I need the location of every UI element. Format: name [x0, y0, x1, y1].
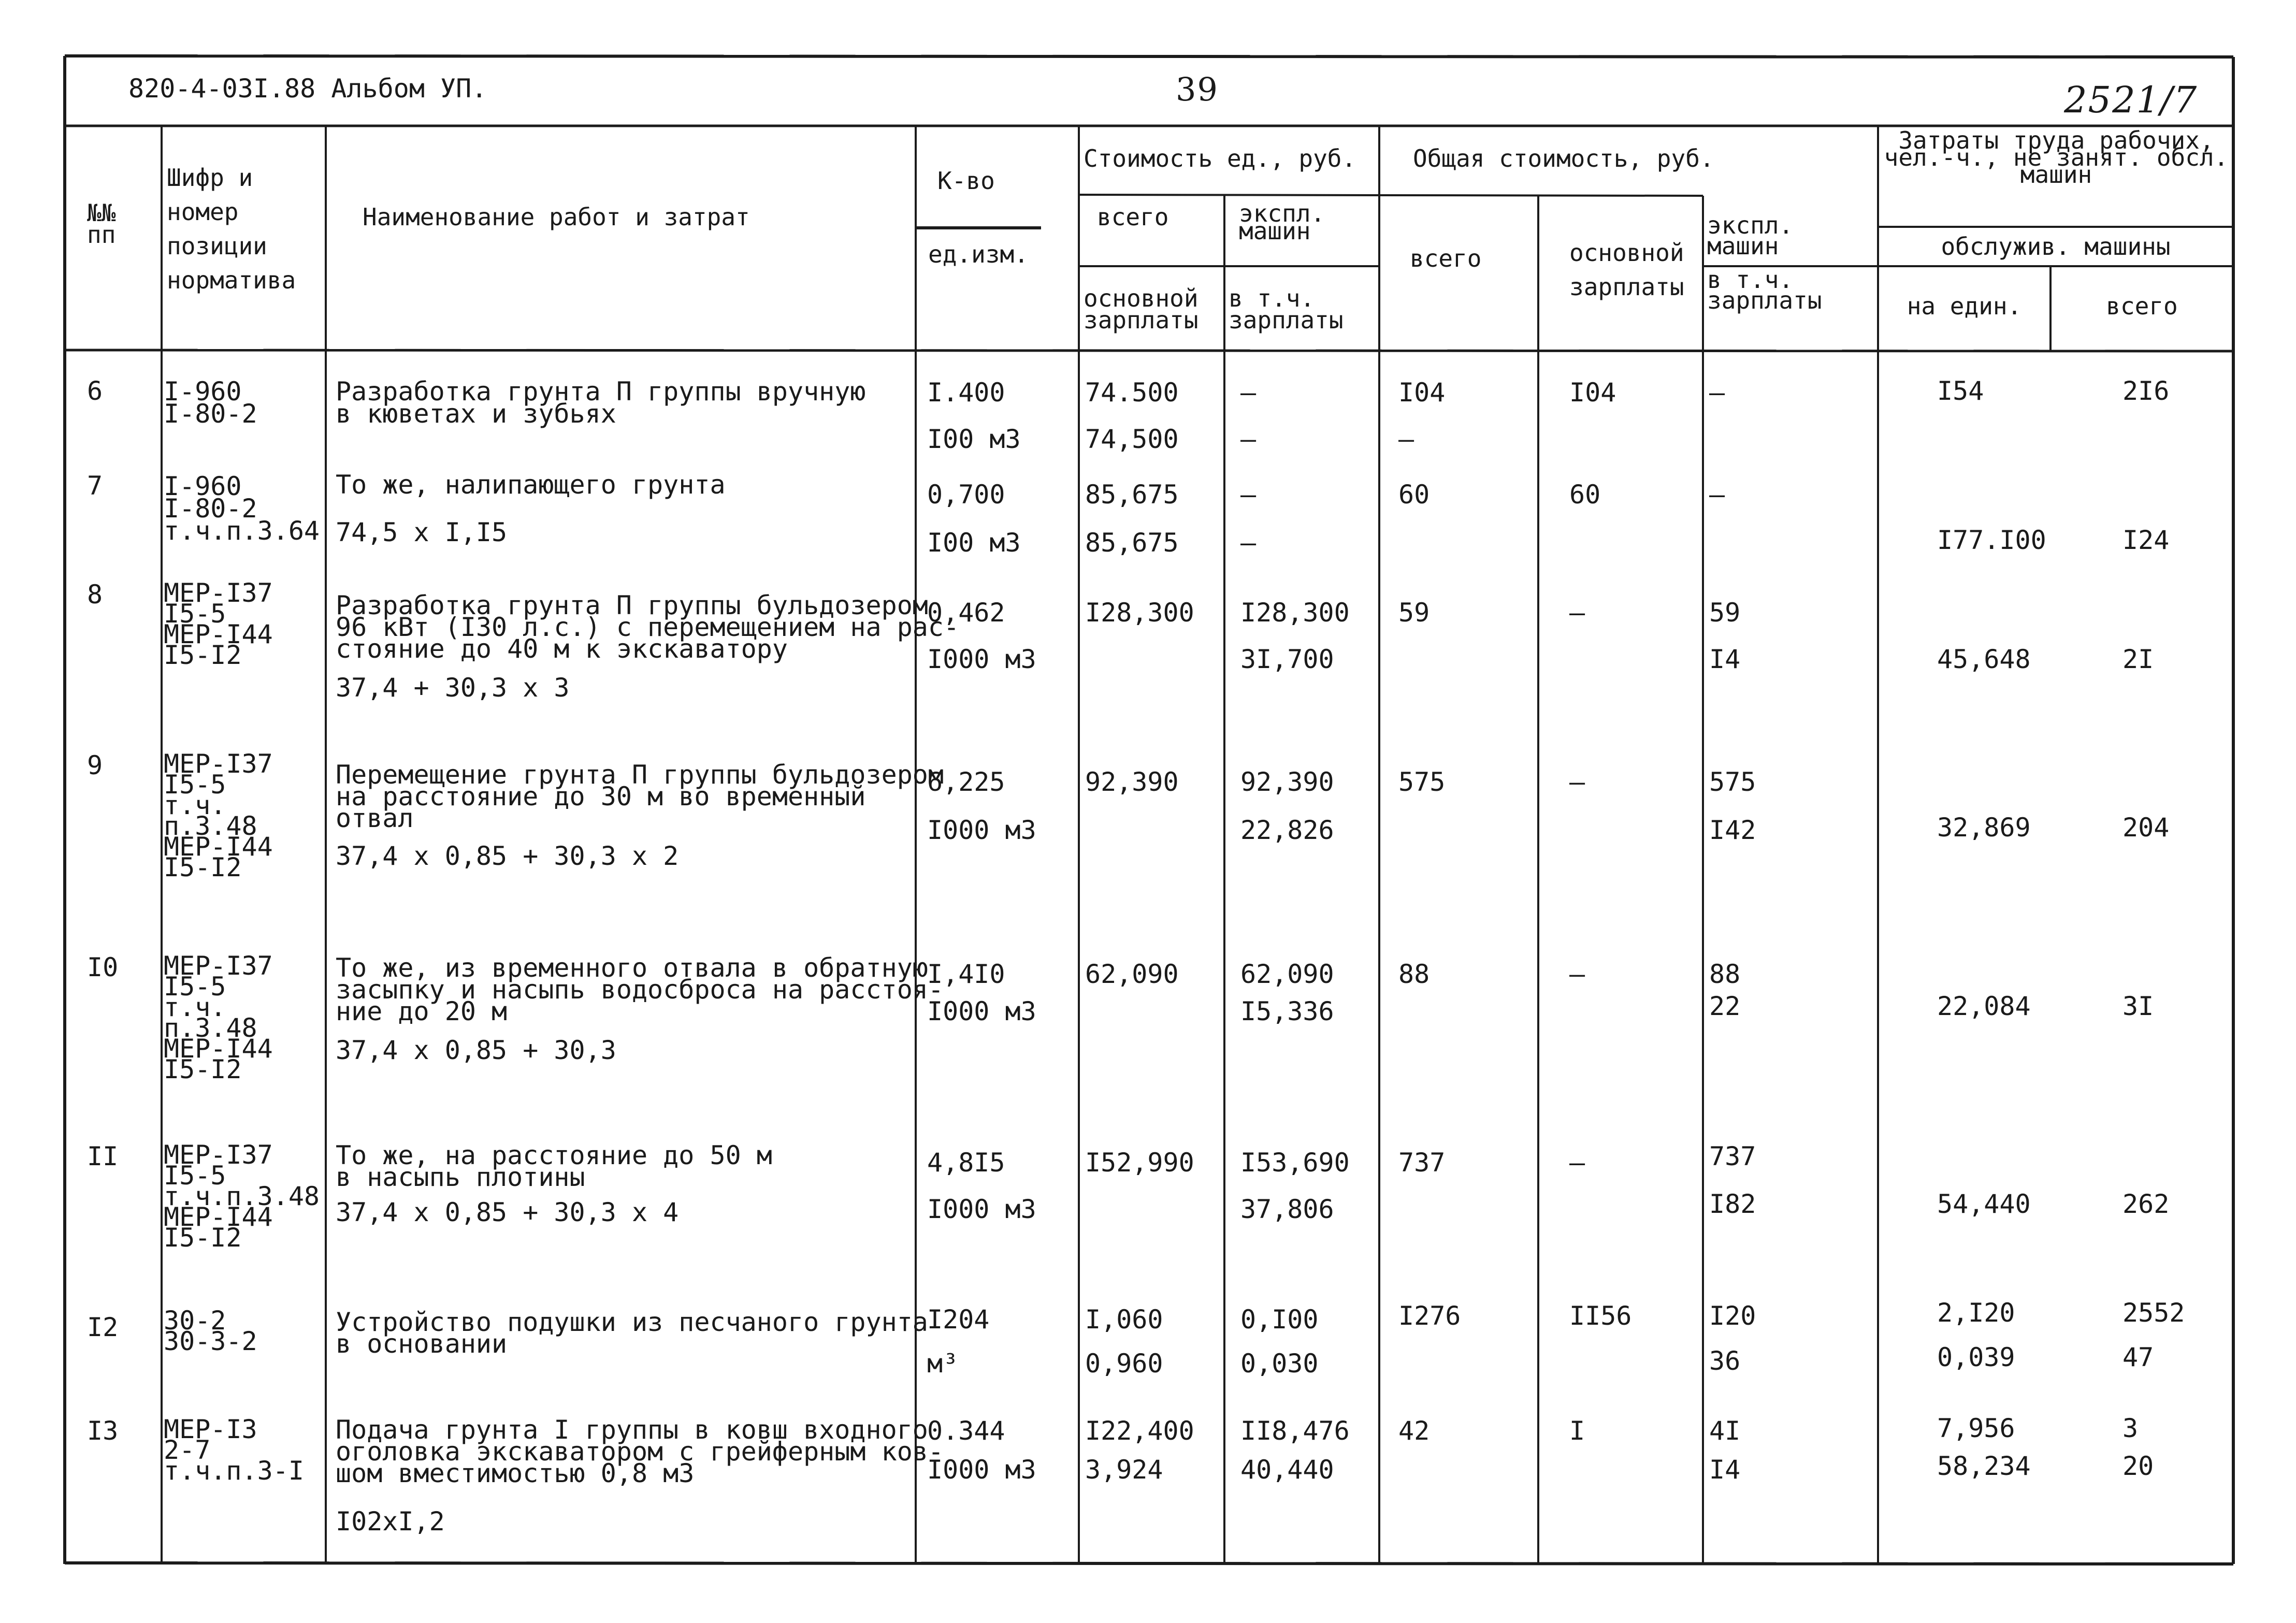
row-total-all: 575: [1398, 767, 1446, 797]
row-unit-machines: 0,I00: [1240, 1305, 1319, 1335]
row-total-wages: 60: [1569, 480, 1601, 510]
row-labor-unit: I77.I00: [1937, 525, 2046, 555]
col-num-header: №№ пп: [87, 199, 116, 249]
row-labor-unit: I54: [1937, 376, 1984, 406]
row-total-machine-wages: I42: [1709, 815, 1756, 845]
row-unit: I00 м3: [927, 528, 1021, 558]
album-title: 820-4-03I.88 Альбом УП.: [128, 74, 487, 104]
row-unit: I000 м3: [927, 1455, 1036, 1485]
row-unit-wages: 85,675: [1085, 528, 1179, 558]
row-unit-machines: I28,300: [1240, 598, 1350, 628]
row-total-machines: I20: [1709, 1301, 1756, 1331]
col-total-wages-header: основной зарплаты: [1569, 239, 1684, 301]
row-unit-wages: 0,960: [1085, 1349, 1163, 1379]
row-unit-machines: –: [1240, 480, 1257, 510]
row-code: МЕР-I3 2-7 т.ч.п.3-I: [164, 1414, 304, 1486]
row-labor-unit: 7,956: [1937, 1413, 2015, 1443]
row-unit-machines: –: [1240, 378, 1257, 408]
row-unit: I000 м3: [927, 996, 1036, 1026]
sheet-number: 2521/7: [2064, 79, 2198, 121]
row-total-all: I276: [1398, 1301, 1461, 1331]
row-total-all: I04: [1398, 378, 1446, 408]
row-total-machine-wages: 36: [1709, 1346, 1741, 1376]
row-name: То же, на расстояние до 50 м в насыпь плотины: [336, 1140, 772, 1192]
col-unit-machines-header: экспл. машин: [1239, 199, 1325, 245]
row-total-machines: –: [1709, 480, 1725, 510]
row-labor-total: I24: [2122, 525, 2170, 555]
row-labor-unit: 32,869: [1937, 813, 2031, 843]
col-code-header: Шифр и номер позиции норматива: [167, 164, 296, 294]
row-total-machines: 88: [1709, 959, 1741, 989]
row-formula: 37,4 х 0,85 + 30,3: [336, 1035, 616, 1065]
row-qty: I204: [927, 1305, 990, 1335]
row-labor-total: 204: [2122, 813, 2170, 843]
row-total-wages: II56: [1569, 1301, 1632, 1331]
row-name: Разработка грунта П группы бульдозером 96 кВт (I30 л.с.) с перемещением на рас- стояние до 40 м к экскаватору: [336, 590, 960, 664]
row-labor-total: 2552: [2122, 1298, 2185, 1328]
row-unit-total: I22,400: [1085, 1416, 1194, 1446]
col-unit-cost-header: Стоимость ед., руб.: [1084, 144, 1356, 172]
row-unit-machine-wages: 40,440: [1240, 1455, 1334, 1485]
row-formula: 37,4 х 0,85 + 30,3 х 4: [336, 1197, 679, 1227]
row-number: I2: [87, 1312, 119, 1342]
row-unit-total: I,060: [1085, 1305, 1163, 1335]
row-unit-total: 74.500: [1085, 378, 1179, 408]
row-qty: 0,462: [927, 598, 1005, 628]
row-unit: м³: [927, 1349, 959, 1379]
row-formula: 37,4 + 30,3 х 3: [336, 673, 570, 703]
col-total-all-header: всего: [1410, 244, 1482, 272]
row-labor-unit-2: 58,234: [1937, 1451, 2031, 1481]
row-total-machine-wages: I4: [1709, 1455, 1741, 1485]
row-total-all: 737: [1398, 1148, 1446, 1178]
row-unit-wages: 3,924: [1085, 1455, 1163, 1485]
row-qty: I,4I0: [927, 959, 1005, 989]
row-total-machines: 4I: [1709, 1416, 1741, 1446]
row-unit-total: 62,090: [1085, 959, 1179, 989]
col-qty-header: К-во: [937, 167, 995, 195]
row-total-wages: –: [1569, 959, 1585, 989]
col-total-machines-header: экспл. машин: [1707, 211, 1794, 260]
row-code: I-960 I-80-2: [164, 376, 257, 429]
row-code: МЕР-I37 I5-5 т.ч. п.3.48 МЕР-I44 I5-I2: [164, 749, 273, 882]
row-unit: I00 м3: [927, 424, 1021, 454]
col-unit-header: ед.изм.: [928, 240, 1029, 268]
row-total-wages: –: [1569, 767, 1585, 797]
row-total-wages: I: [1569, 1416, 1585, 1446]
col-total-cost-header: Общая стоимость, руб.: [1413, 144, 1714, 172]
row-unit: I000 м3: [927, 1194, 1036, 1224]
row-unit-machines: 62,090: [1240, 959, 1334, 989]
row-code: МЕР-I37 I5-5 МЕР-I44 I5-I2: [164, 578, 273, 670]
col-labor-total-header: всего: [2106, 292, 2178, 320]
row-unit: I000 м3: [927, 815, 1036, 845]
row-name: Подача грунта I группы в ковш входного оголовка экскаватором с грейферным ков- шом вместимостью 0,8 м3: [336, 1415, 944, 1488]
row-formula: I02хI,2: [336, 1506, 445, 1537]
row-labor-total: 262: [2122, 1189, 2170, 1219]
row-total-machines: 575: [1709, 767, 1756, 797]
row-labor-unit-2: 0,039: [1937, 1342, 2015, 1372]
row-number: 7: [87, 471, 103, 501]
col-total-incl-wages-header: в т.ч. зарплаты: [1707, 266, 1822, 314]
col-unit-wages-header: основной зарплаты: [1084, 284, 1198, 334]
row-total-wages: –: [1569, 1148, 1585, 1178]
row-unit-machines: 92,390: [1240, 767, 1334, 797]
row-unit-total: 92,390: [1085, 767, 1179, 797]
row-number: I3: [87, 1416, 119, 1446]
row-qty: 0.344: [927, 1416, 1005, 1446]
row-unit-machines: I53,690: [1240, 1148, 1350, 1178]
row-unit-machines: II8,476: [1240, 1416, 1350, 1446]
row-total-all: 88: [1398, 959, 1430, 989]
row-labor-total: 2I: [2122, 644, 2154, 674]
row-number: I0: [87, 952, 119, 982]
row-total-all: 60: [1398, 480, 1430, 510]
row-unit-total: I28,300: [1085, 598, 1194, 628]
row-formula: 74,5 х I,I5: [336, 517, 508, 547]
row-qty: 4,8I5: [927, 1148, 1005, 1178]
row-unit-wages: 74,500: [1085, 424, 1179, 454]
row-total-machines: 737: [1709, 1141, 1756, 1171]
row-unit-machine-wages: 37,806: [1240, 1194, 1334, 1224]
row-name: Устройство подушки из песчаного грунта в основании: [336, 1307, 928, 1359]
row-name: Перемещение грунта П группы бульдозером на расстояние до 30 м во временный отвал: [336, 760, 944, 833]
row-code: I-960 I-80-2 т.ч.п.3.64: [164, 471, 320, 546]
col-labor-service-header: обслужив. машины: [1941, 233, 2171, 260]
col-name-header: Наименование работ и затрат: [363, 203, 750, 231]
col-labor-header: Затраты труда рабочих, чел.-ч., не занят. обсл. машин: [1884, 126, 2229, 189]
row-total-all: 59: [1398, 598, 1430, 628]
row-qty: I.400: [927, 378, 1005, 408]
page-number: 39: [1176, 70, 1219, 108]
row-total-all: 42: [1398, 1416, 1430, 1446]
row-total-wages: I04: [1569, 378, 1616, 408]
col-labor-unit-header: на един.: [1907, 292, 2022, 320]
row-total-machines: 59: [1709, 598, 1741, 628]
row-number: 9: [87, 750, 103, 780]
row-total-all-2: –: [1398, 424, 1414, 454]
row-unit: I000 м3: [927, 644, 1036, 674]
row-unit-total: I52,990: [1085, 1148, 1194, 1178]
row-labor-unit: 2,I20: [1937, 1298, 2015, 1328]
row-unit-machine-wages: 22,826: [1240, 815, 1334, 845]
row-total-machines: –: [1709, 378, 1725, 408]
row-formula: 37,4 х 0,85 + 30,3 х 2: [336, 841, 679, 871]
row-labor-total: 3I: [2122, 991, 2154, 1021]
row-number: II: [87, 1141, 119, 1171]
row-total-machine-wages: I82: [1709, 1189, 1756, 1219]
row-labor-total-2: 47: [2122, 1342, 2154, 1372]
row-name: Разработка грунта П группы вручную в кюветах и зубьях: [336, 376, 866, 429]
row-unit-machine-wages: 0,030: [1240, 1349, 1319, 1379]
row-labor-total: 2I6: [2122, 376, 2170, 406]
row-qty: 6,225: [927, 767, 1005, 797]
row-labor-total: 3: [2122, 1413, 2139, 1443]
row-labor-unit: 54,440: [1937, 1189, 2031, 1219]
row-unit-machine-wages: –: [1240, 528, 1257, 558]
row-labor-unit: 45,648: [1937, 644, 2031, 674]
row-unit-machine-wages: I5,336: [1240, 996, 1334, 1026]
row-number: 6: [87, 376, 103, 406]
row-code: МЕР-I37 I5-5 т.ч.п.3.48 МЕР-I44 I5-I2: [164, 1140, 320, 1253]
col-unit-incl-wages-header: в т.ч. зарплаты: [1229, 284, 1344, 334]
row-name: То же, налипающего грунта: [336, 470, 726, 500]
row-code: МЕР-I37 I5-5 т.ч. п.3.48 МЕР-I44 I5-I2: [164, 951, 273, 1084]
row-labor-unit: 22,084: [1937, 991, 2031, 1021]
row-qty: 0,700: [927, 480, 1005, 510]
col-unit-total-header: всего: [1097, 203, 1169, 231]
row-unit-machine-wages: 3I,700: [1240, 644, 1334, 674]
row-unit-machine-wages: –: [1240, 424, 1257, 454]
row-name: То же, из временного отвала в обратную засыпку и насыпь водосброса на расстоя- ние до 20 м: [336, 953, 944, 1026]
row-total-machine-wages: I4: [1709, 644, 1741, 674]
row-code: 30-2 30-3-2: [164, 1306, 257, 1356]
row-total-machine-wages: 22: [1709, 991, 1741, 1021]
row-total-wages: –: [1569, 598, 1585, 628]
row-number: 8: [87, 579, 103, 610]
row-labor-total-2: 20: [2122, 1451, 2154, 1481]
row-unit-total: 85,675: [1085, 480, 1179, 510]
